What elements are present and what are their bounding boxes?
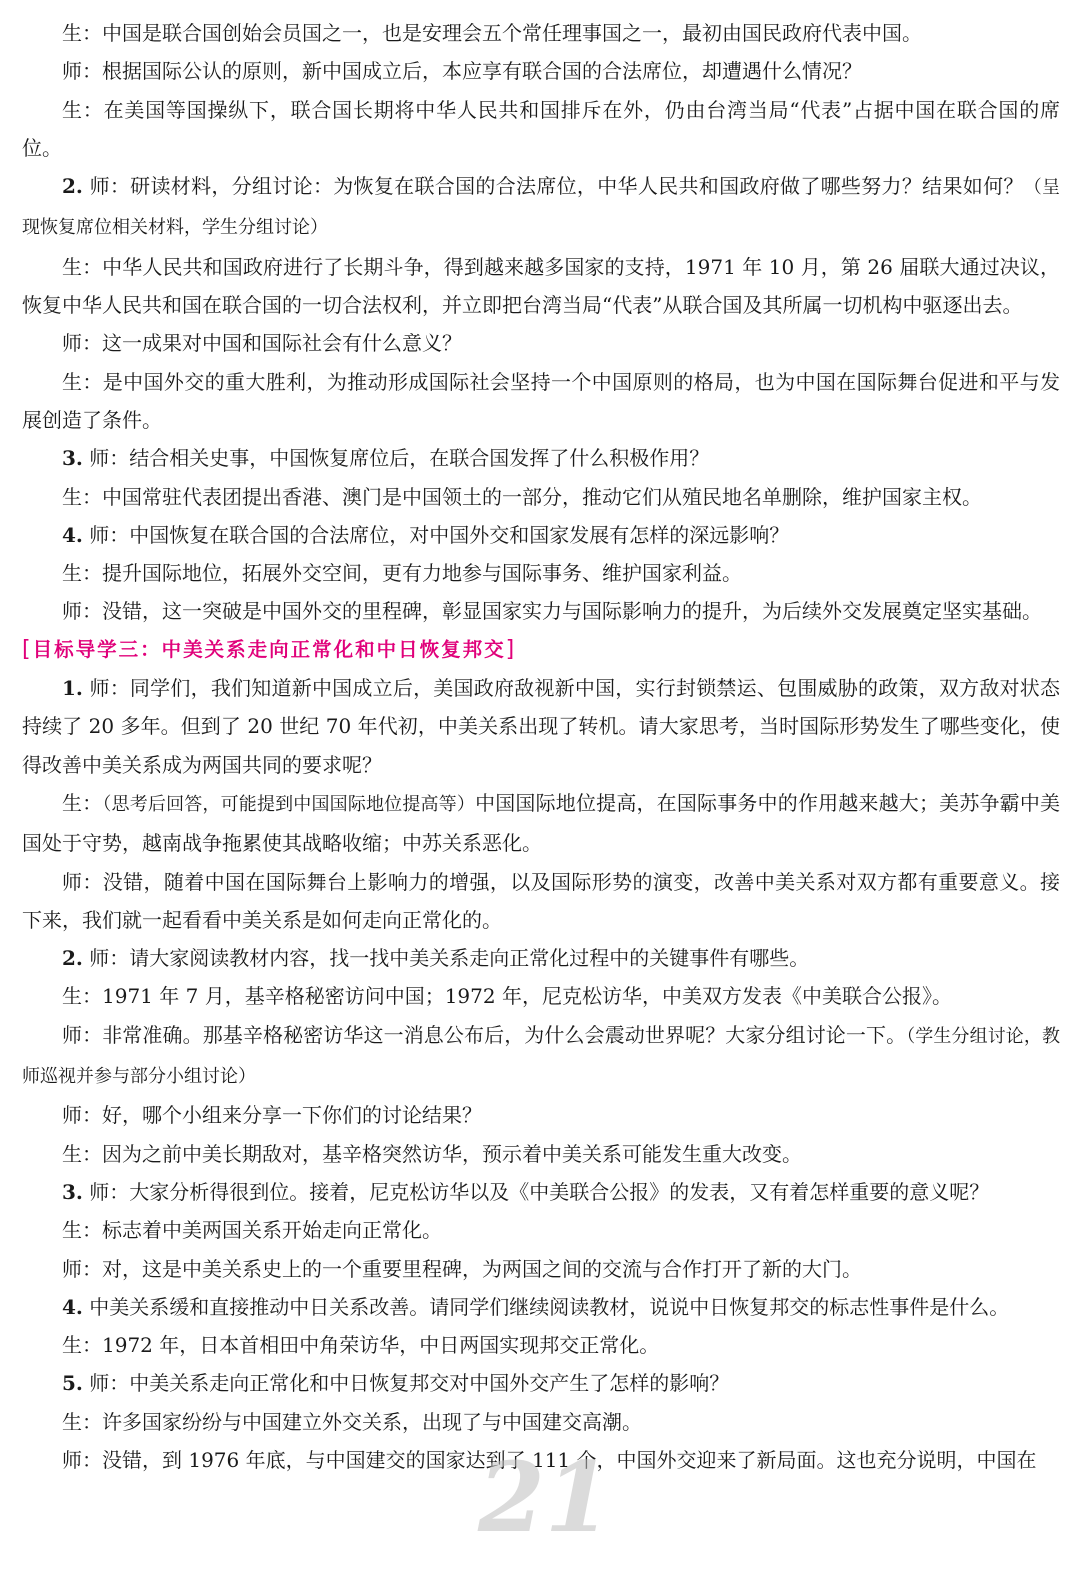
item-number: 4. <box>62 1294 83 1319</box>
paragraph <box>22 784 1060 863</box>
paragraph-text: 生：中国常驻代表团提出香港、澳门是中国领土的一部分，推动它们从殖民地名单删除，维护国家主权。 <box>62 484 982 509</box>
paragraph-text: 生：是中国外交的重大胜利，为推动形成国际社会坚持一个中国原则的格局，也为中国在国际舞台促进和平与发展创造了条件。 <box>22 369 1060 432</box>
paragraph <box>22 592 1060 630</box>
paragraph <box>22 478 1060 516</box>
item-number: 4. <box>62 522 83 547</box>
paragraph-text: 中国国际地位提高，在国际事务中的作用越来越大；美苏争霸中美国处于守势，越南战争拖累使其战略收缩；中苏关系恶化。 <box>22 790 1061 856</box>
document-body <box>22 14 1060 1479</box>
paragraph-text: 生：1972 年，日本首相田中角荣访华，中日两国实现邦交正常化。 <box>62 1333 660 1358</box>
paragraph-text: 师：大家分析得很到位。接着，尼克松访华以及《中美联合公报》的发表，又有着怎样重要的意义呢？ <box>89 1179 990 1204</box>
paragraph-text: 生：因为之前中美长期敌对，基辛格突然访华，预示着中美关系可能发生重大改变。 <box>62 1141 802 1166</box>
paragraph-text: 师：非常准确。那基辛格秘密访华这一消息公布后，为什么会震动世界呢？大家分组讨论一下。 <box>62 1022 907 1047</box>
paragraph-text: 师：研读材料，分组讨论：为恢复在联合国的合法席位，中华人民共和国政府做了哪些努力？结果如何？ <box>89 174 1024 199</box>
stage-note: （学生分组讨论，教师巡视并参与部分小组讨论） <box>22 1025 1061 1088</box>
paragraph-text: 师：中国恢复在联合国的合法席位，对中国外交和国家发展有怎样的深远影响？ <box>89 522 790 547</box>
paragraph <box>22 1135 1060 1173</box>
section-bracket-close: ] <box>505 636 517 662</box>
paragraph <box>22 52 1060 90</box>
paragraph <box>22 977 1060 1015</box>
paragraph-text: 生：在美国等国操纵下，联合国长期将中华人民共和国排斥在外，仍由台湾当局“代表”占据中国在联合国的席位。 <box>22 97 1060 160</box>
paragraph-text: 师：请大家阅读教材内容，找一找中美关系走向正常化过程中的关键事件有哪些。 <box>89 946 810 971</box>
item-number: 3. <box>62 446 83 471</box>
paragraph-text: 生：标志着中美两国关系开始走向正常化。 <box>62 1218 442 1243</box>
item-number: 2. <box>62 174 83 199</box>
page-number: 21 <box>478 1441 612 1554</box>
paragraph <box>22 1250 1060 1288</box>
paragraph-text: 中美关系缓和直接推动中日关系改善。请同学们继续阅读教材，说说中日恢复邦交的标志性事件是什么。 <box>89 1294 1010 1319</box>
paragraph <box>22 1211 1060 1249</box>
section-header <box>22 631 1060 669</box>
paragraph-text: 师：没错，到 1976 年底，与中国建交的国家达到了 111 个，中国外交迎来了新局面。这也充分说明，中国在 <box>62 1447 1037 1472</box>
paragraph <box>22 1326 1060 1364</box>
speaker-prefix: 生： <box>62 790 103 815</box>
paragraph-text: 生：1971 年 7 月，基辛格秘密访问中国；1972 年，尼克松访华，中美双方发表《中美联合公报》。 <box>62 984 952 1009</box>
section-bracket-open: [ <box>22 636 33 662</box>
paragraph <box>22 939 1060 977</box>
paragraph <box>22 324 1060 362</box>
paragraph-text: 师：同学们，我们知道新中国成立后，美国政府敌视新中国，实行封锁禁运、包围威胁的政策，双方敌对状态持续了 20 多年。但到了 20 世纪 70 年代初，中美关系出现了转机。请大家思考，当时国际形势发生了哪些变化，使得改善中美关系成为两国共同的要求呢？ <box>22 676 1061 777</box>
section-title: 目标导学三：中美关系走向正常化和中日恢复邦交 <box>32 637 506 661</box>
paragraph <box>22 363 1060 440</box>
paragraph-text: 生：许多国家纷纷与中国建立外交关系，出现了与中国建交高潮。 <box>62 1409 642 1434</box>
paragraph-text: 师：这一成果对中国和国际社会有什么意义？ <box>62 331 462 356</box>
paragraph-text: 生：提升国际地位，拓展外交空间，更有力地参与国际事务、维护国家利益。 <box>62 561 742 586</box>
paragraph <box>22 516 1060 554</box>
paragraph-text: 师：对，这是中美关系史上的一个重要里程碑，为两国之间的交流与合作打开了新的大门。 <box>62 1256 862 1281</box>
paragraph <box>22 1016 1060 1097</box>
paragraph <box>22 91 1060 168</box>
paragraph <box>22 167 1060 248</box>
paragraph <box>22 863 1060 940</box>
paragraph-text: 生：中华人民共和国政府进行了长期斗争，得到越来越多国家的支持，1971 年 10 月，第 26 届联大通过决议，恢复中华人民共和国在联合国的一切合法权利，并立即把台湾当局“代表”从联合国及其所属一切机构中驱逐出去。 <box>22 254 1060 318</box>
paragraph <box>22 248 1060 325</box>
paragraph-text: 师：根据国际公认的原则，新中国成立后，本应享有联合国的合法席位，却遭遇什么情况？ <box>62 59 862 84</box>
paragraph-text: 师：没错，随着中国在国际舞台上影响力的增强，以及国际形势的演变，改善中美关系对双方都有重要意义。接下来，我们就一起看看中美关系是如何走向正常化的。 <box>22 869 1060 932</box>
paragraph <box>22 1096 1060 1134</box>
item-number: 2. <box>62 946 83 971</box>
paragraph <box>22 439 1060 477</box>
paragraph <box>22 1403 1060 1441</box>
paragraph <box>22 1364 1060 1402</box>
paragraph <box>22 1173 1060 1211</box>
paragraph-text: 生：中国是联合国创始会员国之一，也是安理会五个常任理事国之一，最初由国民政府代表中国。 <box>62 21 922 45</box>
item-number: 3. <box>62 1179 83 1204</box>
item-number: 1. <box>62 676 83 701</box>
paragraph-text: 师：好，哪个小组来分享一下你们的讨论结果？ <box>62 1103 482 1128</box>
paragraph-text: 师：结合相关史事，中国恢复席位后，在联合国发挥了什么积极作用？ <box>89 446 710 471</box>
paragraph-text: 师：没错，这一突破是中国外交的里程碑，彰显国家实力与国际影响力的提升，为后续外交发展奠定坚实基础。 <box>62 599 1042 624</box>
paragraph-text: 师：中美关系走向正常化和中日恢复邦交对中国外交产生了怎样的影响？ <box>89 1371 730 1396</box>
stage-note: （思考后回答，可能提到中国国际地位提高等） <box>102 793 476 815</box>
stage-note: （呈现恢复席位相关材料，学生分组讨论） <box>22 177 1061 239</box>
paragraph <box>22 1441 1060 1479</box>
paragraph <box>22 669 1060 784</box>
paragraph <box>22 1288 1060 1326</box>
paragraph <box>22 554 1060 592</box>
paragraph <box>22 14 1060 52</box>
item-number: 5. <box>62 1371 83 1396</box>
